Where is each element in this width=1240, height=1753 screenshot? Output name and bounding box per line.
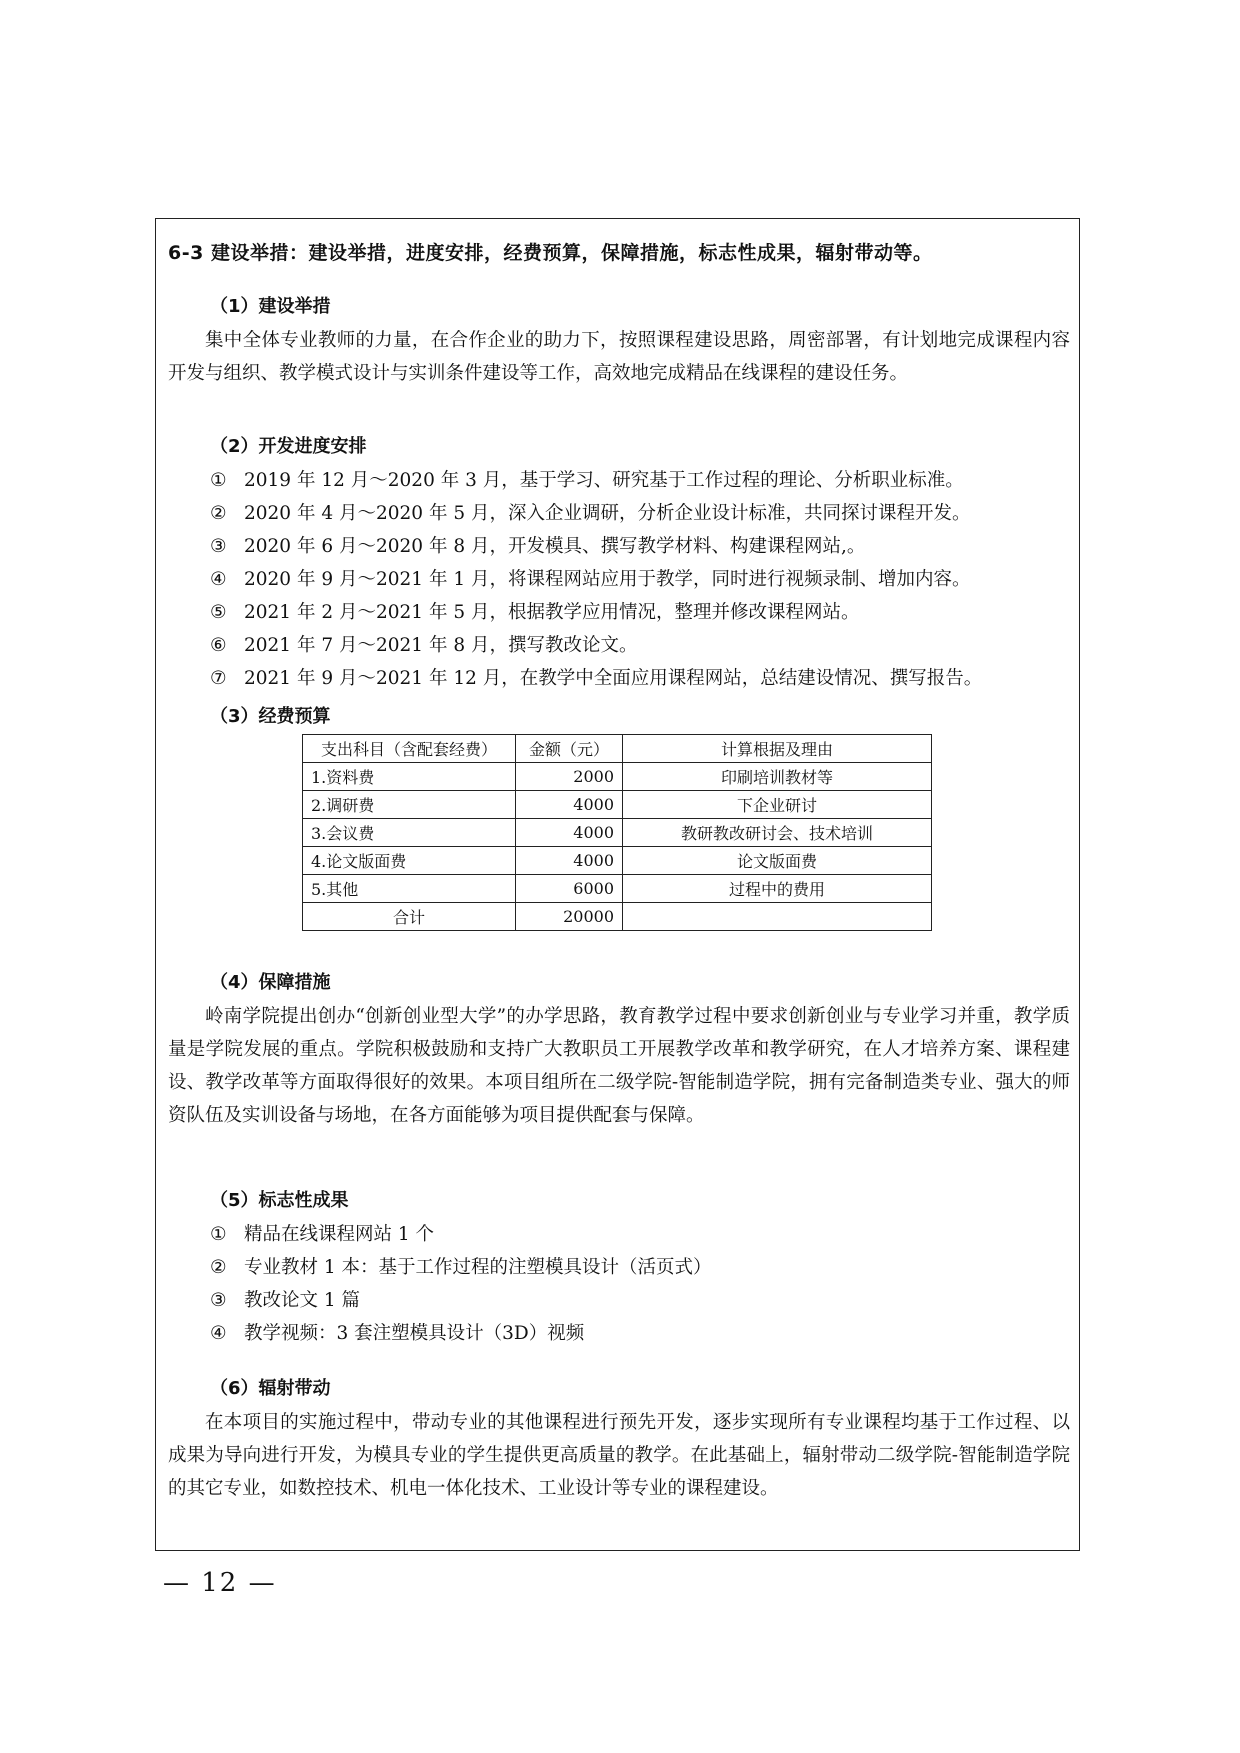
s4-paragraph: 岭南学院提出创办“创新创业型大学”的办学思路，教育教学过程中要求创新创业与专业学习并重，教学质量是学院发展的重点。学院积极鼓励和支持广大教职员工开展教学改革和教学研究，在人才培养方案、课程建设、教学改革等方面取得很好的效果。本项目组所在二级学院-智能制造学院，拥有完备制造类专业、强大的师资队伍及实训设备与场地，在各方面能够为项目提供配套与保障。 bbox=[168, 1006, 1070, 1126]
section-heading: 6-3 建设举措：建设举措，进度安排，经费预算，保障措施，标志性成果，辐射带动等。 bbox=[168, 242, 933, 264]
table-cell: 6000 bbox=[516, 875, 623, 903]
table-cell bbox=[623, 903, 932, 931]
s5-title: （5）标志性成果 bbox=[210, 1190, 349, 1211]
header-cell: 计算根据及理由 bbox=[623, 735, 932, 763]
table-cell: 4.论文版面费 bbox=[303, 847, 516, 875]
s4-title: （4）保障措施 bbox=[210, 972, 331, 993]
table-header-row bbox=[303, 735, 932, 763]
achievement-item: ① 精品在线课程网站 1 个 bbox=[210, 1224, 435, 1245]
table-cell: 教研教改研讨会、技术培训 bbox=[623, 819, 932, 847]
total-value: 20000 bbox=[516, 903, 623, 931]
total-label: 合计 bbox=[303, 903, 516, 931]
schedule-item: ⑤ 2021 年 2 月～2021 年 5 月，根据教学应用情况，整理并修改课程网站。 bbox=[210, 602, 860, 623]
schedule-item: ② 2020 年 4 月～2020 年 5 月，深入企业调研，分析企业设计标准，共同探讨课程开发。 bbox=[210, 503, 971, 524]
table-cell: 过程中的费用 bbox=[623, 875, 932, 903]
table-cell: 印刷培训教材等 bbox=[623, 763, 932, 791]
table-cell: 4000 bbox=[516, 791, 623, 819]
achievement-item: ③ 教改论文 1 篇 bbox=[210, 1290, 361, 1311]
table-cell: 3.会议费 bbox=[303, 819, 516, 847]
table-cell: 2000 bbox=[516, 763, 623, 791]
s1-title: （1）建设举措 bbox=[210, 296, 331, 317]
table-cell: 4000 bbox=[516, 847, 623, 875]
table-total-row bbox=[303, 903, 932, 931]
table-cell: 5.其他 bbox=[303, 875, 516, 903]
achievement-item: ④ 教学视频：3 套注塑模具设计（3D）视频 bbox=[210, 1323, 585, 1344]
table-row bbox=[303, 847, 932, 875]
schedule-item: ① 2019 年 12 月～2020 年 3 月，基于学习、研究基于工作过程的理论、分析职业标准。 bbox=[210, 470, 964, 491]
table-cell: 下企业研讨 bbox=[623, 791, 932, 819]
schedule-item: ④ 2020 年 9 月～2021 年 1 月，将课程网站应用于教学，同时进行视频录制、增加内容。 bbox=[210, 569, 971, 590]
table-cell: 4000 bbox=[516, 819, 623, 847]
table-row bbox=[303, 763, 932, 791]
s3-title: （3）经费预算 bbox=[210, 706, 331, 727]
table-cell: 2.调研费 bbox=[303, 791, 516, 819]
schedule-item: ⑦ 2021 年 9 月～2021 年 12 月，在教学中全面应用课程网站，总结建设情况、撰写报告。 bbox=[210, 668, 983, 689]
table-cell: 1.资料费 bbox=[303, 763, 516, 791]
schedule-item: ③ 2020 年 6 月～2020 年 8 月，开发模具、撰写教学材料、构建课程网站,。 bbox=[210, 536, 866, 557]
achievement-item: ② 专业教材 1 本：基于工作过程的注塑模具设计（活页式） bbox=[210, 1257, 712, 1278]
table-row bbox=[303, 819, 932, 847]
schedule-item: ⑥ 2021 年 7 月～2021 年 8 月，撰写教改论文。 bbox=[210, 635, 638, 656]
table-row bbox=[303, 791, 932, 819]
header-cell: 支出科目（含配套经费） bbox=[303, 735, 516, 763]
header-cell: 金额（元） bbox=[516, 735, 623, 763]
table-cell: 论文版面费 bbox=[623, 847, 932, 875]
table-row bbox=[303, 875, 932, 903]
achievements-list bbox=[210, 1218, 712, 1350]
s1-paragraph: 集中全体专业教师的力量，在合作企业的助力下，按照课程建设思路，周密部署，有计划地完成课程内容开发与组织、教学模式设计与实训条件建设等工作，高效地完成精品在线课程的建设任务。 bbox=[168, 330, 1070, 384]
s2-title: （2）开发进度安排 bbox=[210, 436, 367, 457]
s6-paragraph: 在本项目的实施过程中，带动专业的其他课程进行预先开发，逐步实现所有专业课程均基于工作过程、以成果为导向进行开发，为模具专业的学生提供更高质量的教学。在此基础上，辐射带动二级学院-智能制造学院的其它专业，如数控技术、机电一体化技术、工业设计等专业的课程建设。 bbox=[168, 1412, 1070, 1499]
s6-title: （6）辐射带动 bbox=[210, 1378, 331, 1399]
budget-table bbox=[302, 734, 932, 931]
page-number: — 12 — bbox=[163, 1568, 277, 1598]
schedule-list bbox=[210, 464, 982, 695]
